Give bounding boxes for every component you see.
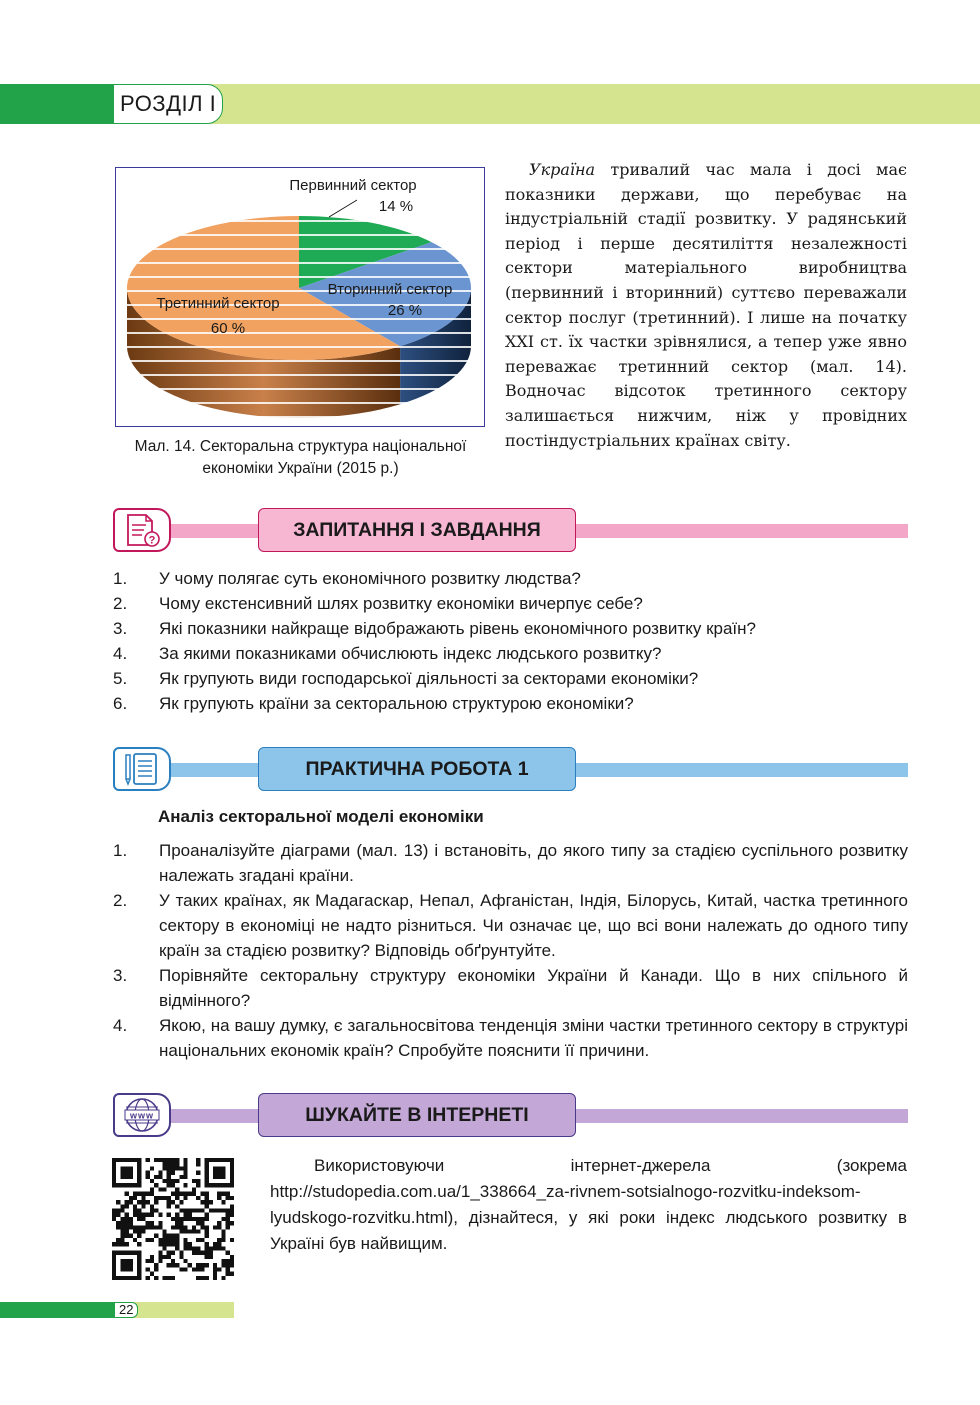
caption-line-1: Мал. 14. Секторальна структура національної <box>134 438 467 455</box>
questions-icon-box <box>113 508 171 552</box>
practical-title: ПРАКТИЧНА РОБОТА 1 <box>258 747 576 791</box>
list-item <box>113 963 908 1013</box>
list-number: 5. <box>113 669 128 688</box>
intro-paragraph <box>505 158 907 453</box>
list-item <box>113 888 908 963</box>
list-number: 1. <box>113 841 128 860</box>
list-item <box>113 1013 908 1063</box>
list-text: Які показники найкраще відображають рівень економічного розвитку країн? <box>159 619 756 638</box>
figure-caption <box>108 436 493 480</box>
practical-list <box>113 838 908 1063</box>
www-text: www <box>129 1110 155 1121</box>
list-number: 2. <box>113 891 128 910</box>
list-number: 3. <box>113 619 128 638</box>
pie-chart <box>116 168 483 425</box>
list-item <box>113 616 908 641</box>
document-question-icon <box>122 512 162 548</box>
pie-label-tertiary: Третинний сектор <box>156 295 280 312</box>
list-item <box>113 641 908 666</box>
list-item <box>113 566 908 591</box>
search-title: ШУКАЙТЕ В ІНТЕРНЕТІ <box>258 1093 576 1137</box>
pie-stripe-overlay <box>126 213 476 423</box>
list-text: Чому екстенсивний шлях розвитку економіки вичерпує себе? <box>159 594 643 613</box>
intro-text: тривалий час мала і досі має показники держави, що перебуває на індустріальній стадії розвитку. У радянський період і перше десятиліття незалежності сектори матеріального виробництва (первинний і вторинний) суттєво переважали сектор послуг (третинний). І лише на початку XXI ст. їх частки зрівнялися, а тепер уже явно переважає третинний сектор (мал. 14). Водночас відсоток третинного сектору залишається нижчим, ніж у провідних постіндустріальних країнах світу. <box>505 160 907 450</box>
practical-subtitle: Аналіз секторальної моделі економіки <box>158 807 484 826</box>
list-item <box>113 591 908 616</box>
list-text: Проаналізуйте діаграми (мал. 13) і встановіть, до якого типу за стадією суспільного розвитку належать згадані країни. <box>159 841 908 885</box>
list-number: 4. <box>113 1016 128 1035</box>
list-text: Як групують види господарської діяльності за секторами економіки? <box>159 669 699 688</box>
qr-code <box>112 1158 234 1280</box>
intro-italic-lead: Україна <box>529 160 596 179</box>
section-label: РОЗДІЛ І <box>113 84 223 124</box>
list-text: У таких країнах, як Мадагаскар, Непал, Афганістан, Індія, Білорусь, Китай, частка третинного сектору в економіці не надто різниться. Чи означає це, що всі вони належать до одного типу країн за стадією розвитку? Відповідь обґрунтуйте. <box>159 891 908 960</box>
list-number: 4. <box>113 644 128 663</box>
pie-value-secondary: 26 % <box>387 302 423 319</box>
list-number: 6. <box>113 694 128 713</box>
questions-list <box>113 566 908 716</box>
caption-line-2: економіки України (2015 р.) <box>202 460 399 477</box>
page-number: 22 <box>114 1302 138 1318</box>
questions-title: ЗАПИТАННЯ І ЗАВДАННЯ <box>258 508 576 552</box>
pie-value-primary: 14 % <box>378 198 414 215</box>
footer-band-green <box>0 1302 118 1318</box>
list-number: 1. <box>113 569 128 588</box>
pie-label-secondary: Вторинний сектор <box>327 281 453 298</box>
list-item <box>113 691 908 716</box>
search-icon-box <box>113 1093 171 1137</box>
list-number: 3. <box>113 966 128 985</box>
list-item <box>113 666 908 691</box>
pie-label-primary: Первинний сектор <box>289 177 417 194</box>
search-paragraph: Використовуючи інтернет-джерела (зокрема http://studopedia.com.ua/1_338664_za-rivnem-sotsialnogo-rozvitku-indeksom-lyudskogo-rozvitku.html), дізнайтеся, у які роки індекс людського розвитку в Україні був найвищим. <box>270 1156 907 1253</box>
list-item <box>113 838 908 888</box>
svg-text:?: ? <box>148 534 156 547</box>
practical-icon-box <box>113 747 171 791</box>
header-band-lime <box>160 84 980 124</box>
list-text: Порівняйте секторальну структуру економіки України й Канади. Що в них спільного й відмінного? <box>159 966 908 1010</box>
pie-value-tertiary: 60 % <box>210 320 246 337</box>
notebook-pencil-icon <box>122 751 162 787</box>
list-number: 2. <box>113 594 128 613</box>
list-text: У чому полягає суть економічного розвитку людства? <box>159 569 581 588</box>
list-text: Як групують країни за секторальною структурою економіки? <box>159 694 634 713</box>
figure-frame <box>115 167 485 427</box>
list-text: Якою, на вашу думку, є загальносвітова тенденція зміни частки третинного сектору в структурі національних економік країн? Спробуйте пояснити її причини. <box>159 1016 908 1060</box>
globe-www-icon <box>120 1095 164 1135</box>
list-text: За якими показниками обчислюють індекс людського розвитку? <box>159 644 662 663</box>
